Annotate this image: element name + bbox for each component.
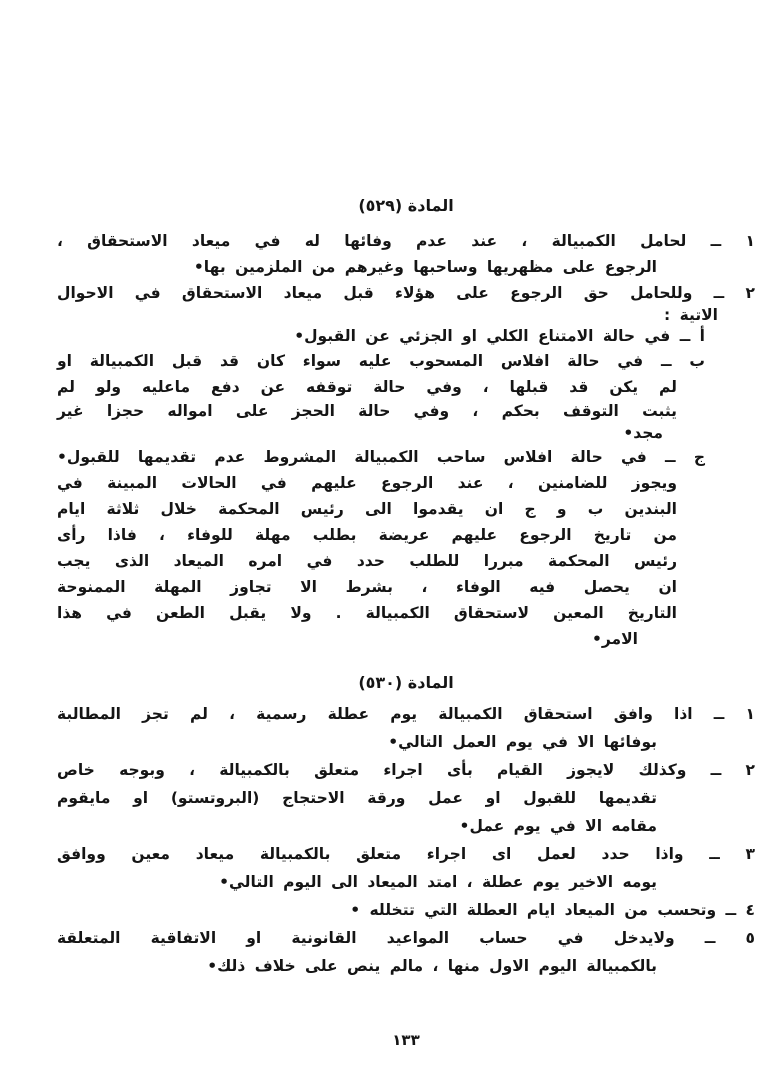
text-line: ٢ ــ وللحامل حق الرجوع على هؤلاء قبل ميعاد الاستحقاق في الاحوال (57, 284, 755, 302)
text-line: الرجوع على مظهريها وساحبها وغيرهم من الملزمين بها• (193, 258, 657, 276)
text-line: ب ــ في حالة افلاس المسحوب عليه سواء كان قد قبل الكمبيالة او (57, 352, 705, 370)
text-line: ١ ــ لحامل الكمبيالة ، عند عدم وفائها له في ميعاد الاستحقاق ، (57, 232, 755, 250)
text-line: ان يحصل فيه الوفاء ، بشرط الا تجاوز المهلة الممنوحة (57, 578, 677, 596)
article-529-body (57, 228, 755, 652)
article-530-heading: المادة (٥٣٠) (358, 673, 454, 692)
text-line: يثبت التوقف بحكم ، وفي حالة الحجز على امواله حجزا غير (57, 402, 677, 420)
text-line: مقامه الا في يوم عمل• (459, 817, 657, 835)
text-line: رئيس المحكمة مبررا للطلب حدد في امره الميعاد الذى يجب (57, 552, 677, 570)
text-line: أ ــ في حالة الامتناع الكلي او الجزئي عن القبول• (294, 327, 705, 345)
text-line: الامر• (591, 630, 638, 648)
text-line: ٢ ــ وكذلك لايجوز القيام بأى اجراء متعلق بالكمبيالة ، وبوجه خاص (57, 761, 755, 779)
text-line: بوفائها الا في يوم العمل التالي• (388, 733, 657, 751)
text-line: ٣ ــ واذا حدد لعمل اى اجراء متعلق بالكمبيالة ميعاد معين ووافق (57, 845, 755, 863)
text-block (57, 0, 755, 1053)
text-line: بالكمبيالة اليوم الاول منها ، مالم ينص على خلاف ذلك• (207, 957, 657, 975)
text-line: مجد• (623, 424, 663, 442)
text-line: الاتية : (664, 306, 718, 324)
text-line: تقديمها للقبول او عمل ورقة الاحتجاج (البروتستو) او مايقوم (57, 789, 657, 807)
article-529-heading: المادة (٥٢٩) (358, 196, 454, 215)
text-line: ١ ــ اذا وافق استحقاق الكمبيالة يوم عطلة رسمية ، لم تجز المطالبة (57, 705, 755, 723)
text-line: من تاريخ الرجوع عليهم عريضة بطلب مهلة للوفاء ، فاذا رأى (57, 526, 677, 544)
text-line: التاريخ المعين لاستحقاق الكمبيالة . ولا يقبل الطعن في هذا (57, 604, 677, 622)
article-530-body (57, 700, 755, 980)
text-line: لم يكن قد قبلها ، وفي حالة توقفه عن دفع ماعليه ولو لم (57, 378, 677, 396)
text-line: البندين ب و ج ان يقدموا الى رئيس المحكمة خلال ثلاثة ايام (57, 500, 677, 518)
text-line: يومه الاخير يوم عطلة ، امتد الميعاد الى اليوم التالي• (219, 873, 657, 891)
text-line: ويجوز للضامنين ، عند الرجوع عليهم في الحالات المبينة في (57, 474, 677, 492)
text-line: ٤ ــ وتحسب من الميعاد ايام العطلة التي تتخلله • (350, 901, 755, 919)
text-line: ج ــ في حالة افلاس ساحب الكمبيالة المشروط عدم تقديمها للقبول• (57, 448, 705, 466)
text-line: ٥ ــ ولايدخل في حساب المواعيد القانونية او الاتفاقية المتعلقة (57, 929, 755, 947)
page-number: ١٣٣ (392, 1031, 420, 1049)
